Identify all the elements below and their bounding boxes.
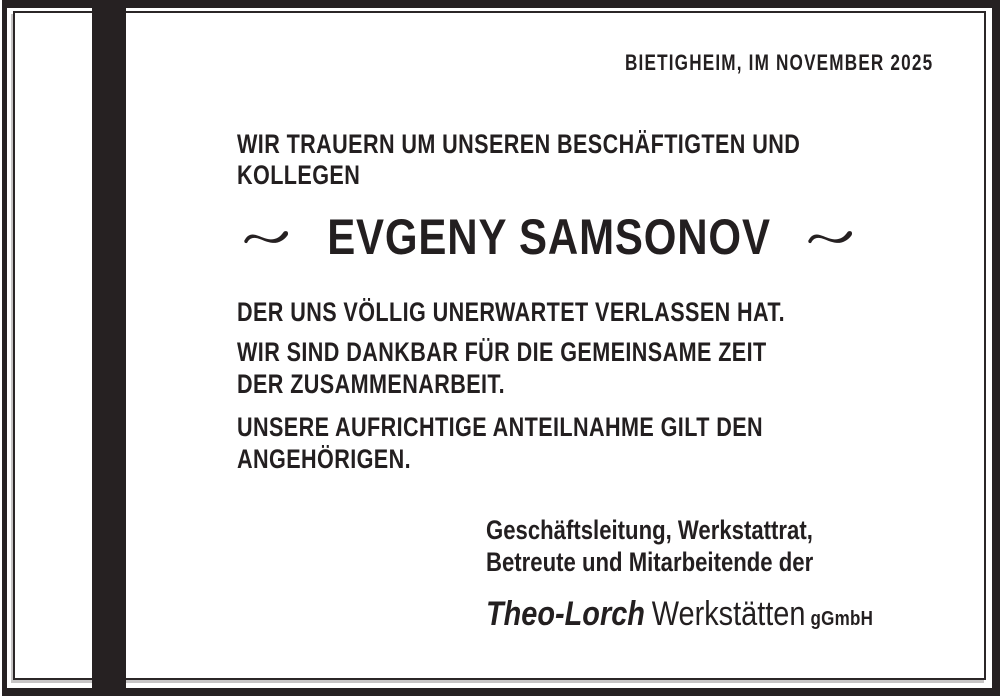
body-line: WIR SIND DANKBAR FÜR DIE GEMEINSAME ZEIT [237,337,767,367]
organization-legal-form: gGmbH [810,608,874,630]
organization-line [486,594,873,639]
deceased-name-row [243,209,855,265]
signature-block [486,514,885,578]
outer-frame-right [992,0,1000,696]
deceased-name: EVGENY SAMSONOV [327,209,771,265]
body-paragraph-2 [237,336,899,400]
outer-frame-left [2,0,7,696]
body-line: DER UNS VÖLLIG UNERWARTET VERLASSEN HAT. [237,297,786,327]
signature-line-2: Betreute und Mitarbeitende der [486,547,814,577]
signature-line-1: Geschäftsleitung, Werkstattrat, [486,515,813,545]
body-line: UNSERE AUFRICHTIGE ANTEILNAHME GILT DEN [237,412,763,442]
mourning-bar [92,0,126,696]
swash-tilde-icon [243,228,291,246]
body-line: ANGEHÖRIGEN. [237,444,412,474]
dateline: BIETIGHEIM, IM NOVEMBER 2025 [624,50,933,75]
organization-name: Theo-Lorch [486,595,645,633]
intro-line-2: KOLLEGEN [237,160,361,190]
intro-line-1: WIR TRAUERN UM UNSEREN BESCHÄFTIGTEN UND [237,129,801,159]
organization-suffix: Werkstätten [651,595,806,633]
swash-tilde-icon [807,228,855,246]
intro-text [237,129,941,191]
body-paragraph-1 [237,296,922,328]
body-line: DER ZUSAMMENARBEIT. [237,369,506,399]
body-paragraph-3 [237,411,895,475]
outer-frame-top [3,0,1000,8]
outer-frame-bottom [3,688,1000,696]
